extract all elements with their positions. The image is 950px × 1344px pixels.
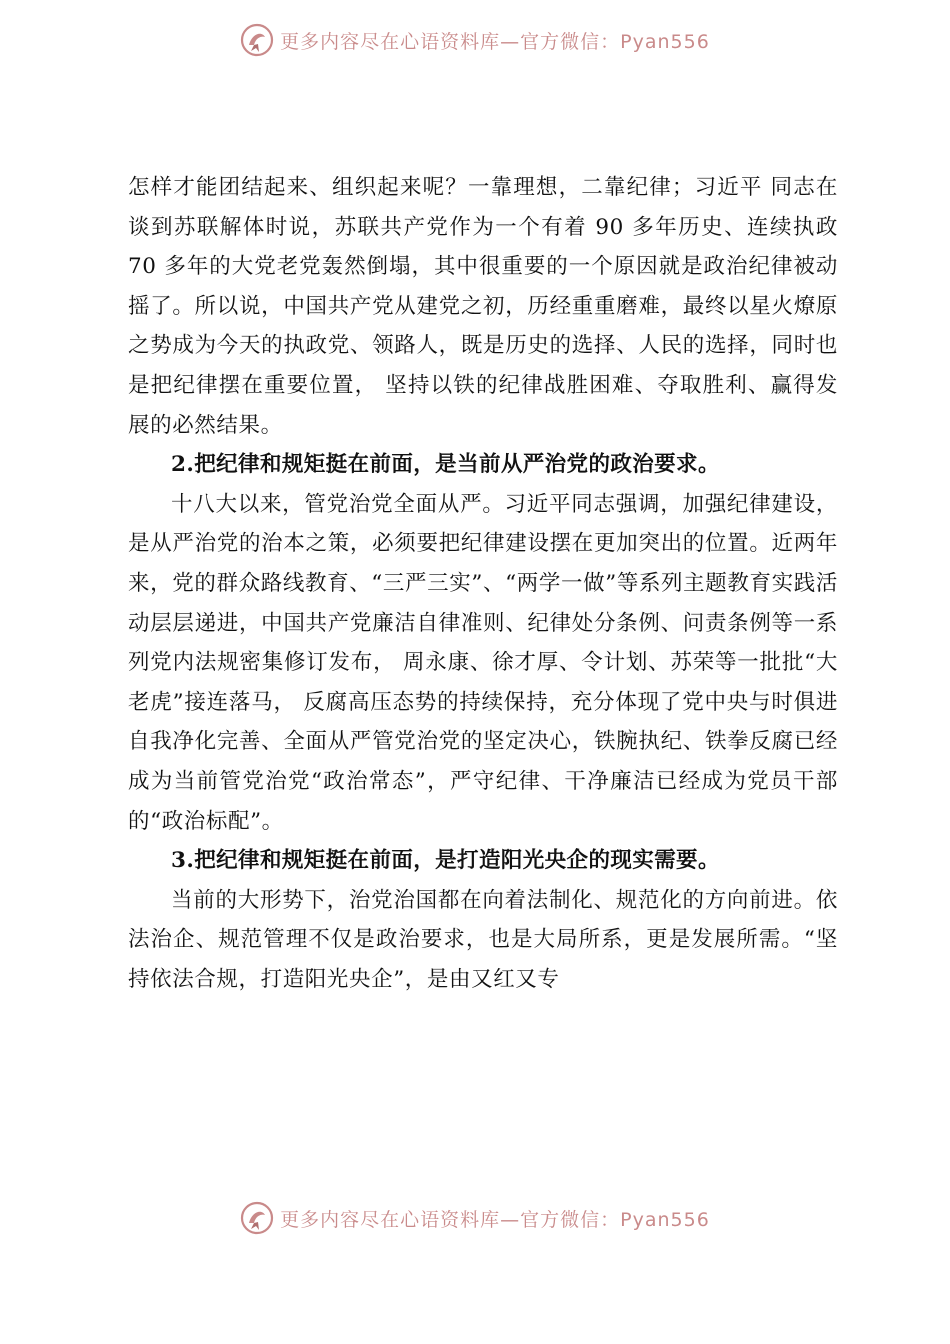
header-watermark-banner (0, 12, 950, 68)
ribbon-logo-icon (240, 1201, 274, 1235)
paragraph-3: 当前的大形势下，治党治国都在向着法制化、规范化的方向前进。依法治企、规范管理不仅是政治要求，也是大局所系，更是发展所需。“坚持依法合规，打造阳光央企”，是由又红又专 (128, 887, 838, 992)
section-heading-2: 2.把纪律和规矩挺在前面，是当前从严治党的政治要求。 (171, 452, 720, 478)
watermark-text: 更多内容尽在心语资料库—官方微信：Pyan556 (280, 1208, 710, 1231)
ribbon-logo-icon (240, 23, 274, 57)
section-heading-3: 3.把纪律和规矩挺在前面，是打造阳光央企的现实需要。 (171, 848, 720, 874)
document-body (128, 168, 838, 999)
paragraph-1: 怎样才能团结起来、组织起来呢？一靠理想，二靠纪律；习近平 同志在谈到苏联解体时说，苏联共产党作为一个有着 90 多年历史、连续执政 70 多年的大党老党轰然倒塌，其中很重要的一个原因就是政治纪律被动摇了。所以说，中国共产党从建党之初，历经重重磨难，最终以星火燎原之势成为今天的执政党、领路人，既是历史的选择、人民的选择，同时也是把纪律摆在重要位置， 坚持以铁的纪律战胜困难、夺取胜利、赢得发展的必然结果。 (128, 175, 838, 438)
footer-watermark-banner (0, 1190, 950, 1246)
watermark-text: 更多内容尽在心语资料库—官方微信：Pyan556 (280, 30, 710, 53)
paragraph-2: 十八大以来，管党治党全面从严。习近平同志强调，加强纪律建设，是从严治党的治本之策，必须要把纪律建设摆在更加突出的位置。近两年来，党的群众路线教育、“三严三实”、“两学一做”等系列主题教育实践活动层层递进，中国共产党廉洁自律准则、纪律处分条例、问责条例等一系列党内法规密集修订发布， 周永康、徐才厚、令计划、苏荣等一批批“大老虎”接连落马， 反腐高压态势的持续保持，充分体现了党中央与时俱进自我净化完善、全面从严管党治党的坚定决心，铁腕执纪、铁拳反腐已经成为当前管党治党“政治常态”，严守纪律、干净廉洁已经成为党员干部的“政治标配”。 (128, 491, 838, 834)
